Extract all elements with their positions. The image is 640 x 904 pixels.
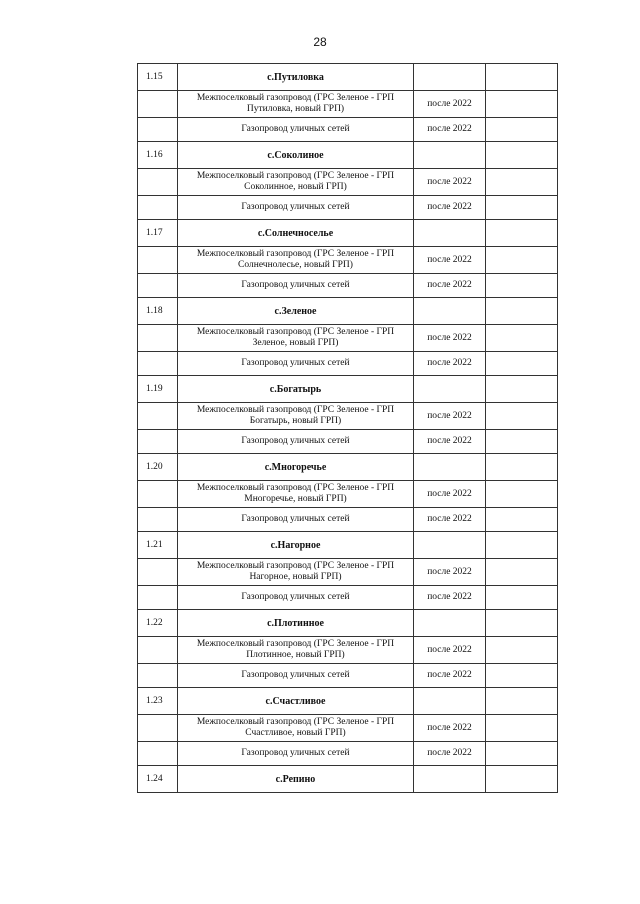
item-name-line1: Межпоселковый газопровод (ГРС Зеленое - ГРП	[196, 93, 395, 103]
number-cell-empty	[138, 91, 178, 118]
table-row	[138, 325, 558, 352]
item-term: после 2022	[414, 586, 486, 610]
extra-cell-empty	[486, 247, 558, 274]
term-cell-empty	[414, 220, 486, 247]
table-row	[138, 118, 558, 142]
extra-cell-empty	[486, 742, 558, 766]
settlement-name: с.Многоречье	[178, 454, 414, 481]
table-row	[138, 352, 558, 376]
item-name	[178, 637, 414, 664]
number-cell-empty	[138, 508, 178, 532]
item-term: после 2022	[414, 118, 486, 142]
number-cell-empty	[138, 196, 178, 220]
extra-cell-empty	[486, 376, 558, 403]
item-name-line2: Нагорное, новый ГРП)	[249, 572, 342, 582]
item-term: после 2022	[414, 196, 486, 220]
table-row	[138, 247, 558, 274]
number-cell-empty	[138, 742, 178, 766]
extra-cell-empty	[486, 352, 558, 376]
item-term: после 2022	[414, 715, 486, 742]
table-row	[138, 274, 558, 298]
item-term: после 2022	[414, 430, 486, 454]
extra-cell-empty	[486, 586, 558, 610]
item-name	[178, 508, 414, 532]
extra-cell-empty	[486, 508, 558, 532]
extra-cell-empty	[486, 298, 558, 325]
table-row-settlement	[138, 454, 558, 481]
table-row	[138, 169, 558, 196]
number-cell-empty	[138, 118, 178, 142]
table-row	[138, 508, 558, 532]
item-name	[178, 352, 414, 376]
item-name	[178, 664, 414, 688]
section-number: 1.17	[138, 220, 178, 247]
item-name-line1: Межпоселковый газопровод (ГРС Зеленое - ГРП	[196, 405, 395, 415]
item-name	[178, 430, 414, 454]
item-name	[178, 403, 414, 430]
table-row-settlement	[138, 298, 558, 325]
extra-cell-empty	[486, 481, 558, 508]
table-body	[138, 64, 558, 793]
settlement-name: с.Соколиное	[178, 142, 414, 169]
item-name-line1: Газопровод уличных сетей	[241, 436, 350, 446]
item-name	[178, 325, 414, 352]
extra-cell-empty	[486, 91, 558, 118]
number-cell-empty	[138, 637, 178, 664]
item-name-line1: Межпоселковый газопровод (ГРС Зеленое - ГРП	[196, 483, 395, 493]
item-name-line2: Богатырь, новый ГРП)	[249, 416, 342, 426]
table-row-settlement	[138, 688, 558, 715]
number-cell-empty	[138, 430, 178, 454]
settlement-name: с.Зеленое	[178, 298, 414, 325]
settlement-name: с.Счастливое	[178, 688, 414, 715]
term-cell-empty	[414, 610, 486, 637]
extra-cell-empty	[486, 196, 558, 220]
extra-cell-empty	[486, 169, 558, 196]
table-row-settlement	[138, 610, 558, 637]
item-name-line2: Многоречье, новый ГРП)	[244, 494, 347, 504]
settlement-name: с.Репино	[178, 766, 414, 793]
item-term: после 2022	[414, 637, 486, 664]
extra-cell-empty	[486, 142, 558, 169]
item-term: после 2022	[414, 169, 486, 196]
item-name-line1: Газопровод уличных сетей	[241, 670, 350, 680]
extra-cell-empty	[486, 559, 558, 586]
item-name	[178, 118, 414, 142]
number-cell-empty	[138, 169, 178, 196]
term-cell-empty	[414, 64, 486, 91]
number-cell-empty	[138, 664, 178, 688]
page-number: 28	[313, 35, 327, 49]
item-name-line1: Межпоселковый газопровод (ГРС Зеленое - ГРП	[196, 561, 395, 571]
item-name-line1: Межпоселковый газопровод (ГРС Зеленое - ГРП	[196, 171, 395, 181]
table-row-settlement	[138, 532, 558, 559]
settlement-name: с.Плотинное	[178, 610, 414, 637]
item-name	[178, 247, 414, 274]
item-name-line2: Плотинное, новый ГРП)	[246, 650, 345, 660]
number-cell-empty	[138, 559, 178, 586]
item-name-line1: Газопровод уличных сетей	[241, 514, 350, 524]
item-name	[178, 586, 414, 610]
item-term: после 2022	[414, 742, 486, 766]
table-row	[138, 196, 558, 220]
extra-cell-empty	[486, 637, 558, 664]
settlement-name: с.Нагорное	[178, 532, 414, 559]
table-row-settlement	[138, 376, 558, 403]
table-row	[138, 637, 558, 664]
extra-cell-empty	[486, 454, 558, 481]
table-row	[138, 742, 558, 766]
item-term: после 2022	[414, 403, 486, 430]
extra-cell-empty	[486, 118, 558, 142]
settlement-name: с.Путиловка	[178, 64, 414, 91]
item-name	[178, 169, 414, 196]
item-name-line1: Газопровод уличных сетей	[241, 748, 350, 758]
number-cell-empty	[138, 325, 178, 352]
item-name	[178, 481, 414, 508]
item-name-line1: Межпоселковый газопровод (ГРС Зеленое - ГРП	[196, 327, 395, 337]
section-number: 1.16	[138, 142, 178, 169]
table-row-settlement	[138, 64, 558, 91]
section-number: 1.21	[138, 532, 178, 559]
item-name-line2: Соколинное, новый ГРП)	[244, 182, 347, 192]
term-cell-empty	[414, 766, 486, 793]
number-cell-empty	[138, 403, 178, 430]
number-cell-empty	[138, 481, 178, 508]
table-row	[138, 430, 558, 454]
table-row	[138, 559, 558, 586]
item-name	[178, 91, 414, 118]
section-number: 1.22	[138, 610, 178, 637]
item-name-line1: Межпоселковый газопровод (ГРС Зеленое - ГРП	[196, 249, 395, 259]
item-name-line1: Газопровод уличных сетей	[241, 280, 350, 290]
term-cell-empty	[414, 454, 486, 481]
extra-cell-empty	[486, 64, 558, 91]
number-cell-empty	[138, 715, 178, 742]
item-name	[178, 742, 414, 766]
item-name	[178, 196, 414, 220]
section-number: 1.23	[138, 688, 178, 715]
item-name-line1: Газопровод уличных сетей	[241, 358, 350, 368]
item-term: после 2022	[414, 352, 486, 376]
item-name-line2: Счастливое, новый ГРП)	[245, 728, 346, 738]
section-number: 1.15	[138, 64, 178, 91]
table-row	[138, 586, 558, 610]
term-cell-empty	[414, 298, 486, 325]
section-number: 1.20	[138, 454, 178, 481]
extra-cell-empty	[486, 220, 558, 247]
item-term: после 2022	[414, 91, 486, 118]
table-row-settlement	[138, 766, 558, 793]
extra-cell-empty	[486, 610, 558, 637]
extra-cell-empty	[486, 274, 558, 298]
item-term: после 2022	[414, 247, 486, 274]
item-term: после 2022	[414, 481, 486, 508]
extra-cell-empty	[486, 664, 558, 688]
term-cell-empty	[414, 376, 486, 403]
item-name-line2: Солнечнолесье, новый ГРП)	[238, 260, 353, 270]
term-cell-empty	[414, 688, 486, 715]
extra-cell-empty	[486, 430, 558, 454]
table-row-settlement	[138, 220, 558, 247]
gas-pipeline-table	[137, 63, 558, 793]
item-term: после 2022	[414, 559, 486, 586]
item-name-line1: Газопровод уличных сетей	[241, 592, 350, 602]
item-name	[178, 274, 414, 298]
number-cell-empty	[138, 274, 178, 298]
term-cell-empty	[414, 142, 486, 169]
table-row	[138, 664, 558, 688]
number-cell-empty	[138, 352, 178, 376]
extra-cell-empty	[486, 766, 558, 793]
item-term: после 2022	[414, 325, 486, 352]
settlement-name: с.Богатырь	[178, 376, 414, 403]
item-term: после 2022	[414, 508, 486, 532]
item-name-line2: Зеленое, новый ГРП)	[252, 338, 339, 348]
table-row	[138, 481, 558, 508]
settlement-name: с.Солнечноселье	[178, 220, 414, 247]
number-cell-empty	[138, 247, 178, 274]
item-name	[178, 715, 414, 742]
table-row-settlement	[138, 142, 558, 169]
item-term: после 2022	[414, 274, 486, 298]
section-number: 1.18	[138, 298, 178, 325]
table-row	[138, 91, 558, 118]
table-row	[138, 403, 558, 430]
number-cell-empty	[138, 586, 178, 610]
extra-cell-empty	[486, 532, 558, 559]
item-name-line1: Газопровод уличных сетей	[241, 202, 350, 212]
extra-cell-empty	[486, 715, 558, 742]
item-term: после 2022	[414, 664, 486, 688]
term-cell-empty	[414, 532, 486, 559]
item-name-line1: Газопровод уличных сетей	[241, 124, 350, 134]
item-name	[178, 559, 414, 586]
table-row	[138, 715, 558, 742]
extra-cell-empty	[486, 688, 558, 715]
extra-cell-empty	[486, 403, 558, 430]
item-name-line1: Межпоселковый газопровод (ГРС Зеленое - ГРП	[196, 639, 395, 649]
section-number: 1.19	[138, 376, 178, 403]
extra-cell-empty	[486, 325, 558, 352]
item-name-line1: Межпоселковый газопровод (ГРС Зеленое - ГРП	[196, 717, 395, 727]
section-number: 1.24	[138, 766, 178, 793]
item-name-line2: Путиловка, новый ГРП)	[246, 104, 345, 114]
